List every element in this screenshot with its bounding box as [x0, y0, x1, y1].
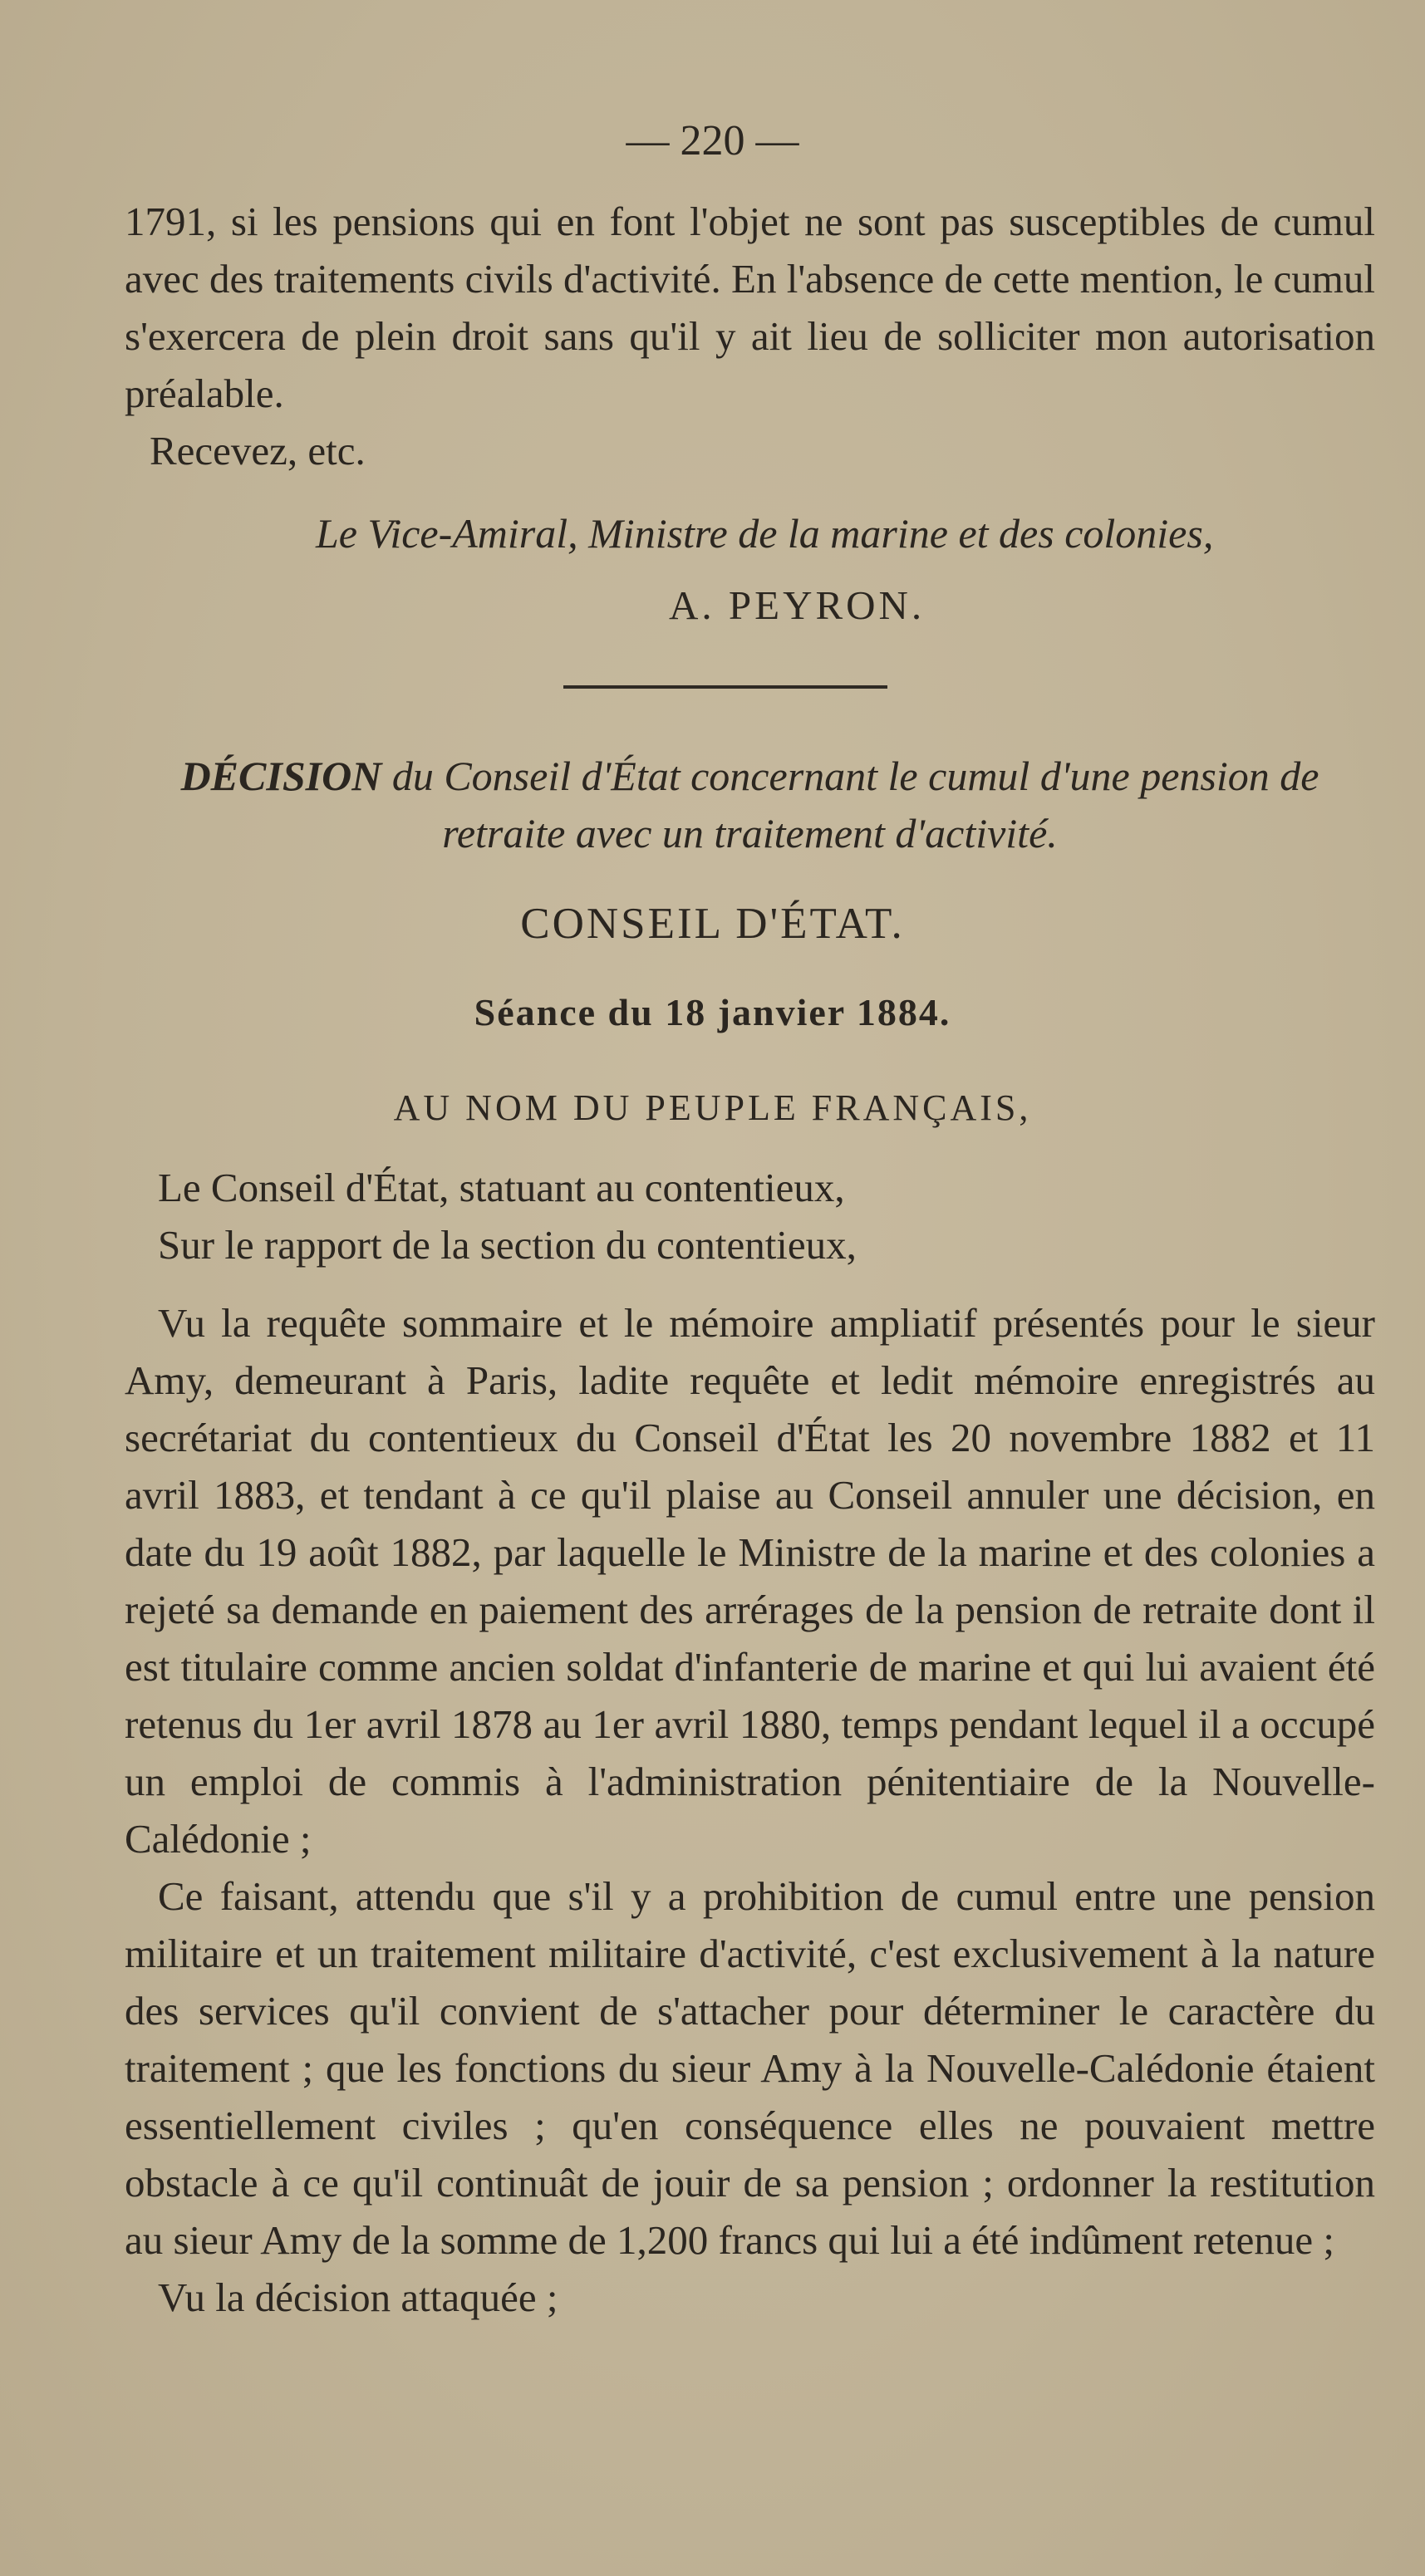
body-paragraph: Vu la décision attaquée ;	[158, 2274, 558, 2320]
council-heading: CONSEIL D'ÉTAT.	[520, 900, 905, 948]
decision-title-rest: du Conseil d'État concernant le cumul d'une pension de retraite avec un traitement d'activité.	[391, 753, 1319, 856]
section-divider	[563, 685, 887, 689]
page-number: — 220 —	[626, 117, 799, 164]
au-nom-heading: AU NOM DU PEUPLE FRANÇAIS,	[393, 1087, 1032, 1128]
closing-formula: Recevez, etc.	[150, 428, 366, 473]
preamble-block	[125, 1159, 1375, 1273]
decision-title	[125, 748, 1375, 862]
signature-line: Le Vice-Amiral, Ministre de la marine et des colonies,	[316, 510, 1214, 557]
body-paragraph: Vu la requête sommaire et le mémoire ampliatif présentés pour le sieur Amy, demeurant à Paris, ladite requête et ledit mémoire enregistrés au secrétariat du contentieux du Conseil d'État les 20 novembre 1882 et 11 avril 1883, et tendant à ce qu'il plaise au Conseil annuler une décision, en date du 19 août 1882, par laquelle le Ministre de la marine et des colonies a rejeté sa demande en paiement des arrérages de la pension de retraite dont il est titulaire comme ancien soldat d'infanterie de marine et qui lui avaient été retenus du 1er avril 1878 au 1er avril 1880, temps pendant lequel il a occupé un emploi de commis à l'administration pénitentiaire de la Nouvelle-Calédonie ;	[125, 1300, 1375, 1862]
signer-name: A. PEYRON.	[669, 582, 926, 628]
decision-title-lead: DÉCISION	[180, 753, 382, 799]
preamble-line: Sur le rapport de la section du contentieux,	[158, 1222, 857, 1268]
seance-date: Séance du 18 janvier 1884.	[474, 991, 951, 1033]
body-block	[125, 1294, 1375, 2326]
opening-block	[125, 193, 1375, 479]
opening-paragraph: 1791, si les pensions qui en font l'objet ne sont pas susceptibles de cumul avec des traitements civils d'activité. En l'absence de cette mention, le cumul s'exercera de plein droit sans qu'il y ait lieu de solliciter mon autorisation préalable.	[125, 199, 1375, 416]
body-paragraph: Ce faisant, attendu que s'il y a prohibition de cumul entre une pension militaire et un traitement militaire d'activité, c'est exclusivement à la nature des services qu'il convient de s'attacher pour déterminer le caractère du traitement ; que les fonctions du sieur Amy à la Nouvelle-Calédonie étaient essentiellement civiles ; qu'en conséquence elles ne pouvaient mettre obstacle à ce qu'il continuât de jouir de sa pension ; ordonner la restitution au sieur Amy de la somme de 1,200 francs qui lui a été indûment retenue ;	[125, 1873, 1375, 2263]
preamble-line: Le Conseil d'État, statuant au contentieux,	[158, 1165, 845, 1210]
